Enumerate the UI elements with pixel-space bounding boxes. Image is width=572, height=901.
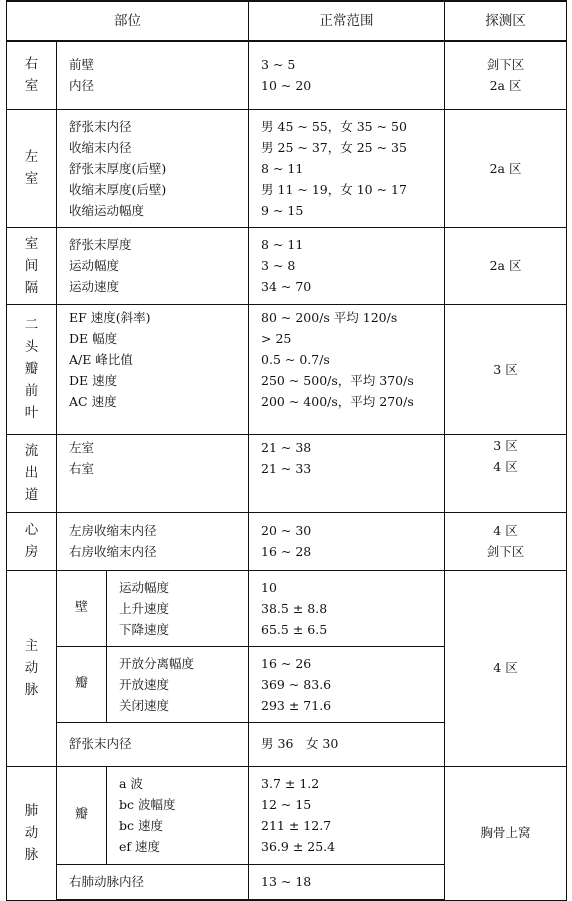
- group-label-ivs: 室 间 隔: [7, 227, 57, 304]
- pa-diam-value: 13 ~ 18: [249, 864, 445, 900]
- list-item: 舒张末厚度(后壁): [69, 160, 167, 176]
- normal-range-table: [6, 0, 567, 901]
- group-label-atrium: 心 房: [7, 512, 57, 570]
- list-item: EF 速度(斜率): [69, 309, 151, 325]
- list-item: 收缩运动幅度: [69, 202, 145, 218]
- header-range: 正常范围: [249, 1, 445, 41]
- table-row: [7, 41, 567, 109]
- list-item: 211 ± 12.7: [261, 818, 332, 833]
- rv-items: [57, 41, 249, 109]
- list-item: 36.9 ± 25.4: [261, 839, 336, 854]
- rv-zone: 剑下区 2a 区: [445, 41, 567, 109]
- list-item: A/E 峰比值: [69, 351, 133, 367]
- list-item: 21 ~ 33: [261, 460, 312, 476]
- atrium-items: [57, 512, 249, 570]
- list-item: 65.5 ± 6.5: [261, 621, 328, 637]
- list-item: ef 速度: [119, 839, 160, 854]
- table-row: [7, 227, 567, 304]
- list-item: 8 ~ 11: [261, 160, 304, 176]
- list-item: 0.5 ~ 0.7/s: [261, 351, 330, 367]
- list-item: 250 ~ 500/s，平均 370/s: [261, 372, 414, 388]
- lv-zone: 2a 区: [445, 109, 567, 227]
- list-item: 20 ~ 30: [261, 523, 312, 538]
- ivs-zone: 2a 区: [445, 227, 567, 304]
- list-item: 9 ~ 15: [261, 202, 304, 218]
- list-item: > 25: [261, 330, 292, 346]
- pa-valve-label: 瓣: [57, 766, 107, 864]
- list-item: 293 ± 71.6: [261, 697, 332, 713]
- lv-items: [57, 109, 249, 227]
- list-item: 前壁: [69, 57, 95, 73]
- list-item: 21 ~ 38: [261, 439, 312, 455]
- list-item: 关闭速度: [119, 697, 170, 713]
- aorta-valve-values: [249, 646, 445, 722]
- group-label-aorta: 主 动 脉: [7, 570, 57, 766]
- aorta-wall-label: 壁: [57, 570, 107, 646]
- group-label-rv: 右 室: [7, 41, 57, 109]
- list-item: 369 ~ 83.6: [261, 676, 332, 692]
- list-item: 收缩末厚度(后壁): [69, 181, 167, 197]
- header-zone: 探测区: [445, 1, 567, 41]
- list-item: 开放分离幅度: [119, 655, 195, 671]
- ivs-items: [57, 227, 249, 304]
- list-item: 右室: [69, 460, 95, 476]
- list-item: 200 ~ 400/s，平均 270/s: [261, 393, 414, 409]
- table-row: [7, 109, 567, 227]
- list-item: 3 ~ 8: [261, 258, 296, 273]
- list-item: 舒张末内径: [69, 118, 132, 134]
- list-item: bc 速度: [119, 818, 163, 833]
- list-item: 38.5 ± 8.8: [261, 600, 328, 616]
- ot-items: [57, 434, 249, 512]
- list-item: 10 ~ 20: [261, 78, 312, 94]
- rv-values: [249, 41, 445, 109]
- list-item: 运动幅度: [69, 258, 120, 273]
- list-item: 上升速度: [119, 600, 170, 616]
- list-item: a 波: [119, 776, 143, 791]
- atrium-zone: 4 区 剑下区: [445, 512, 567, 570]
- list-item: 3.7 ± 1.2: [261, 776, 320, 791]
- aorta-wall-items: [107, 570, 249, 646]
- ivs-values: [249, 227, 445, 304]
- list-item: 男 11 ~ 19，女 10 ~ 17: [261, 181, 407, 197]
- list-item: 男 25 ~ 37，女 25 ~ 35: [261, 139, 407, 155]
- list-item: 左房收缩末内径: [69, 523, 157, 538]
- aorta-diam-value: 男 36 女 30: [249, 722, 445, 766]
- table-row: [7, 304, 567, 434]
- list-item: 16 ~ 28: [261, 544, 312, 559]
- list-item: 下降速度: [119, 621, 170, 637]
- list-item: 8 ~ 11: [261, 237, 304, 252]
- list-item: 左室: [69, 439, 95, 455]
- list-item: AC 速度: [69, 393, 117, 409]
- mv-zone: 3 区: [445, 304, 567, 434]
- list-item: 收缩末内径: [69, 139, 132, 155]
- aorta-valve-label: 瓣: [57, 646, 107, 722]
- list-item: 运动幅度: [119, 579, 170, 595]
- list-item: DE 速度: [69, 372, 118, 388]
- list-item: 3 ~ 5: [261, 57, 296, 73]
- list-item: 10: [261, 579, 277, 595]
- mv-values: [249, 304, 445, 434]
- aorta-diam-item: 舒张末内径: [57, 722, 249, 766]
- table-row: [7, 512, 567, 570]
- table-row: [7, 570, 567, 646]
- group-label-pa: 肺 动 脉: [7, 766, 57, 900]
- table-row: [7, 766, 567, 864]
- mv-items: [57, 304, 249, 434]
- aorta-wall-values: [249, 570, 445, 646]
- list-item: 男 45 ~ 55，女 35 ~ 50: [261, 118, 407, 134]
- aorta-valve-items: [107, 646, 249, 722]
- header-row: [7, 1, 567, 41]
- list-item: DE 幅度: [69, 330, 118, 346]
- list-item: 16 ~ 26: [261, 655, 312, 671]
- list-item: 34 ~ 70: [261, 279, 312, 294]
- group-label-ot: 流 出 道: [7, 434, 57, 512]
- ot-values: [249, 434, 445, 512]
- list-item: 80 ~ 200/s 平均 120/s: [261, 309, 398, 325]
- ot-zone: 3 区 4 区: [445, 434, 567, 512]
- group-label-mv: 二 头 瓣 前 叶: [7, 304, 57, 434]
- aorta-zone: 4 区: [445, 570, 567, 766]
- table-row: [7, 434, 567, 512]
- atrium-values: [249, 512, 445, 570]
- list-item: 舒张末厚度: [69, 237, 132, 252]
- header-part: 部位: [7, 1, 249, 41]
- list-item: 开放速度: [119, 676, 170, 692]
- list-item: 运动速度: [69, 279, 120, 294]
- pa-valve-values: [249, 766, 445, 864]
- list-item: 右房收缩末内径: [69, 544, 157, 559]
- list-item: 12 ~ 15: [261, 797, 312, 812]
- pa-diam-item: 右肺动脉内径: [57, 864, 249, 900]
- lv-values: [249, 109, 445, 227]
- group-label-lv: 左 室: [7, 109, 57, 227]
- list-item: 内径: [69, 78, 95, 94]
- list-item: bc 波幅度: [119, 797, 176, 812]
- pa-zone: 胸骨上窝: [445, 766, 567, 900]
- pa-valve-items: [107, 766, 249, 864]
